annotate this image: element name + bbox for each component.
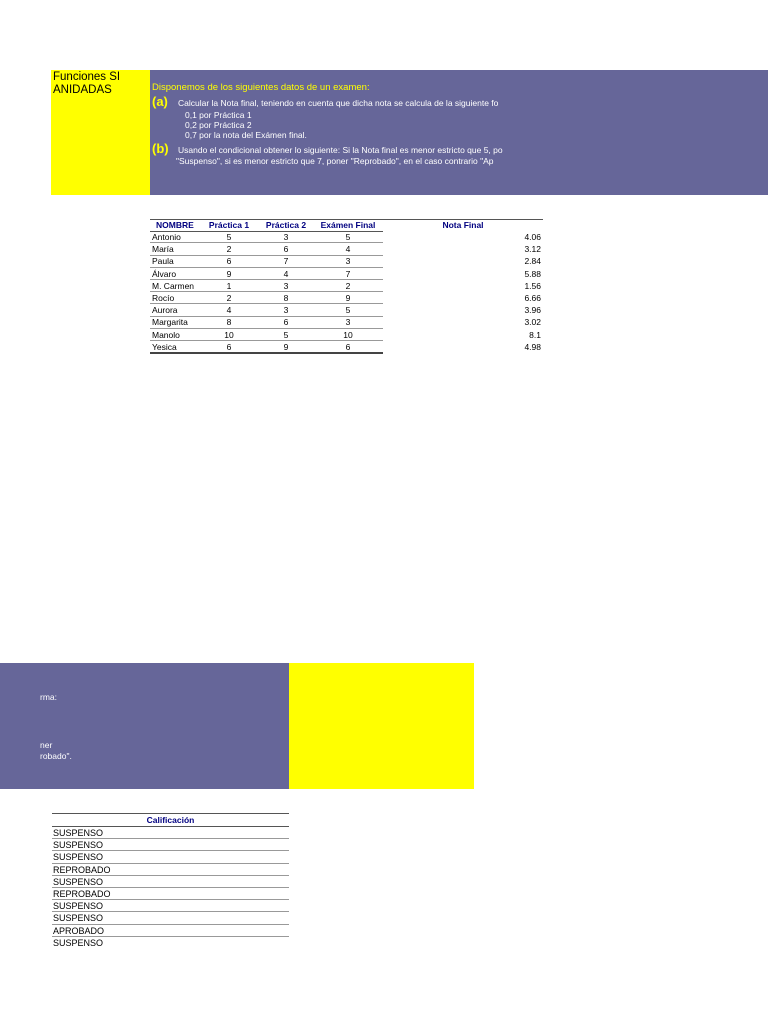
cell-practica-1: 4 xyxy=(226,305,232,316)
calificacion-row: APROBADO xyxy=(52,925,289,937)
calificacion-row: SUSPENSO xyxy=(52,876,289,888)
cell-examen-final: 3 xyxy=(345,256,351,267)
grades-table xyxy=(150,219,543,353)
calificacion-row: SUSPENSO xyxy=(52,851,289,863)
cell-practica-1: 2 xyxy=(226,244,232,255)
cell-nota-final: 5.88 xyxy=(524,268,541,279)
calificacion-row: SUSPENSO xyxy=(53,937,104,948)
calificacion-row: REPROBADO xyxy=(52,888,289,900)
cell-nota-final: 3.02 xyxy=(524,317,541,328)
cell-practica-1: 8 xyxy=(226,317,232,328)
cell-nota-final: 6.66 xyxy=(524,292,541,303)
table-row xyxy=(150,255,543,267)
cell-nota-final: 2.84 xyxy=(524,256,541,267)
cell-practica-2: 5 xyxy=(283,329,289,340)
cell-examen-final: 3 xyxy=(345,317,351,328)
table-row xyxy=(150,316,543,328)
title-line-1: Funciones SI xyxy=(53,71,121,83)
table-row xyxy=(150,292,543,304)
continuation-line-3: robado". xyxy=(40,751,72,761)
cell-nota-final: 3.12 xyxy=(524,244,541,255)
calificacion-row: SUSPENSO xyxy=(52,827,289,839)
cell-name: M. Carmen xyxy=(152,280,195,291)
cell-nota-final: 3.96 xyxy=(524,305,541,316)
cell-practica-1: 5 xyxy=(226,232,232,242)
calificacion-table xyxy=(52,813,289,949)
cell-name: Antonio xyxy=(152,232,181,242)
cell-nota-final: 4.98 xyxy=(524,341,541,352)
table-row xyxy=(150,329,543,341)
cell-examen-final: 5 xyxy=(345,232,351,242)
yellow-block xyxy=(289,663,474,789)
grades-table-body xyxy=(150,231,543,353)
cell-practica-1: 10 xyxy=(224,329,234,340)
cell-practica-2: 9 xyxy=(283,341,289,352)
instructions-intro: Disponemos de los siguientes datos de un examen: xyxy=(152,82,370,93)
item-b-text-1: Usando el condicional obtener lo siguiente: Si la Nota final es menor estricto que 5, po xyxy=(178,145,503,155)
cell-practica-1: 1 xyxy=(226,280,232,291)
cell-practica-1: 6 xyxy=(226,256,232,267)
cell-nota-final: 4.06 xyxy=(524,232,541,242)
header-practica-2: Práctica 2 xyxy=(265,220,307,230)
cell-practica-1: 2 xyxy=(226,292,232,303)
header-practica-1: Práctica 1 xyxy=(208,220,250,230)
cell-name: Manolo xyxy=(152,329,180,340)
cell-name: Álvaro xyxy=(152,268,177,279)
table-row xyxy=(150,243,543,255)
cell-name: Rocío xyxy=(152,292,175,303)
cell-nota-final: 1.56 xyxy=(524,280,541,291)
cell-practica-2: 7 xyxy=(283,256,289,267)
continuation-line-2: ner xyxy=(40,740,53,750)
cell-examen-final: 5 xyxy=(345,305,351,316)
table-row xyxy=(150,231,543,243)
cell-name: Aurora xyxy=(152,305,178,316)
table-row xyxy=(150,280,543,292)
row-divider xyxy=(150,352,383,354)
table-row xyxy=(150,341,543,353)
instructions-continuation-panel xyxy=(0,663,289,789)
title-line-2: ANIDADAS xyxy=(53,84,112,96)
item-a-weight-3: 0,7 por la nota del Exámen final. xyxy=(185,130,307,140)
cell-practica-1: 6 xyxy=(226,341,232,352)
calificacion-row: SUSPENSO xyxy=(52,912,289,924)
table-row xyxy=(150,268,543,280)
item-a-weight-1: 0,1 por Práctica 1 xyxy=(185,110,252,120)
item-a-weight-2: 0,2 por Práctica 2 xyxy=(185,120,252,130)
item-b-marker: (b) xyxy=(152,141,169,156)
header-name: NOMBRE xyxy=(156,220,194,230)
calificacion-row: SUSPENSO xyxy=(52,839,289,851)
cell-examen-final: 10 xyxy=(343,329,353,340)
cell-examen-final: 4 xyxy=(345,244,351,255)
cell-examen-final: 9 xyxy=(345,292,351,303)
item-b-text-2: "Suspenso", si es menor estricto que 7, poner "Reprobado", en el caso contrario "Ap xyxy=(176,156,494,166)
cell-practica-2: 4 xyxy=(283,268,289,279)
header-examen-final: Exámen Final xyxy=(320,220,376,230)
cell-practica-2: 8 xyxy=(283,292,289,303)
calificacion-row: REPROBADO xyxy=(52,864,289,876)
calificacion-header: Calificación xyxy=(52,813,289,827)
table-row xyxy=(150,304,543,316)
title-block xyxy=(51,70,150,195)
cell-practica-2: 6 xyxy=(283,317,289,328)
cell-practica-2: 3 xyxy=(283,305,289,316)
cell-examen-final: 7 xyxy=(345,268,351,279)
cell-practica-2: 3 xyxy=(283,232,289,242)
cell-nota-final: 8.1 xyxy=(529,329,541,340)
instructions-panel xyxy=(150,70,768,195)
cell-examen-final: 2 xyxy=(345,280,351,291)
cell-name: Yesica xyxy=(152,341,177,352)
cell-name: Paula xyxy=(152,256,174,267)
calificacion-row: SUSPENSO xyxy=(52,900,289,912)
cell-practica-1: 9 xyxy=(226,268,232,279)
item-a-text: Calcular la Nota final, teniendo en cuenta que dicha nota se calcula de la siguiente fo xyxy=(178,98,499,108)
grades-table-header xyxy=(150,219,543,231)
cell-name: Margarita xyxy=(152,317,188,328)
header-nota-final: Nota Final xyxy=(442,220,484,230)
continuation-line-1: rma: xyxy=(40,692,57,702)
cell-practica-2: 3 xyxy=(283,280,289,291)
calificacion-table-body xyxy=(52,827,289,949)
cell-examen-final: 6 xyxy=(345,341,351,352)
cell-name: María xyxy=(152,244,174,255)
item-a-marker: (a) xyxy=(152,94,168,109)
cell-practica-2: 6 xyxy=(283,244,289,255)
